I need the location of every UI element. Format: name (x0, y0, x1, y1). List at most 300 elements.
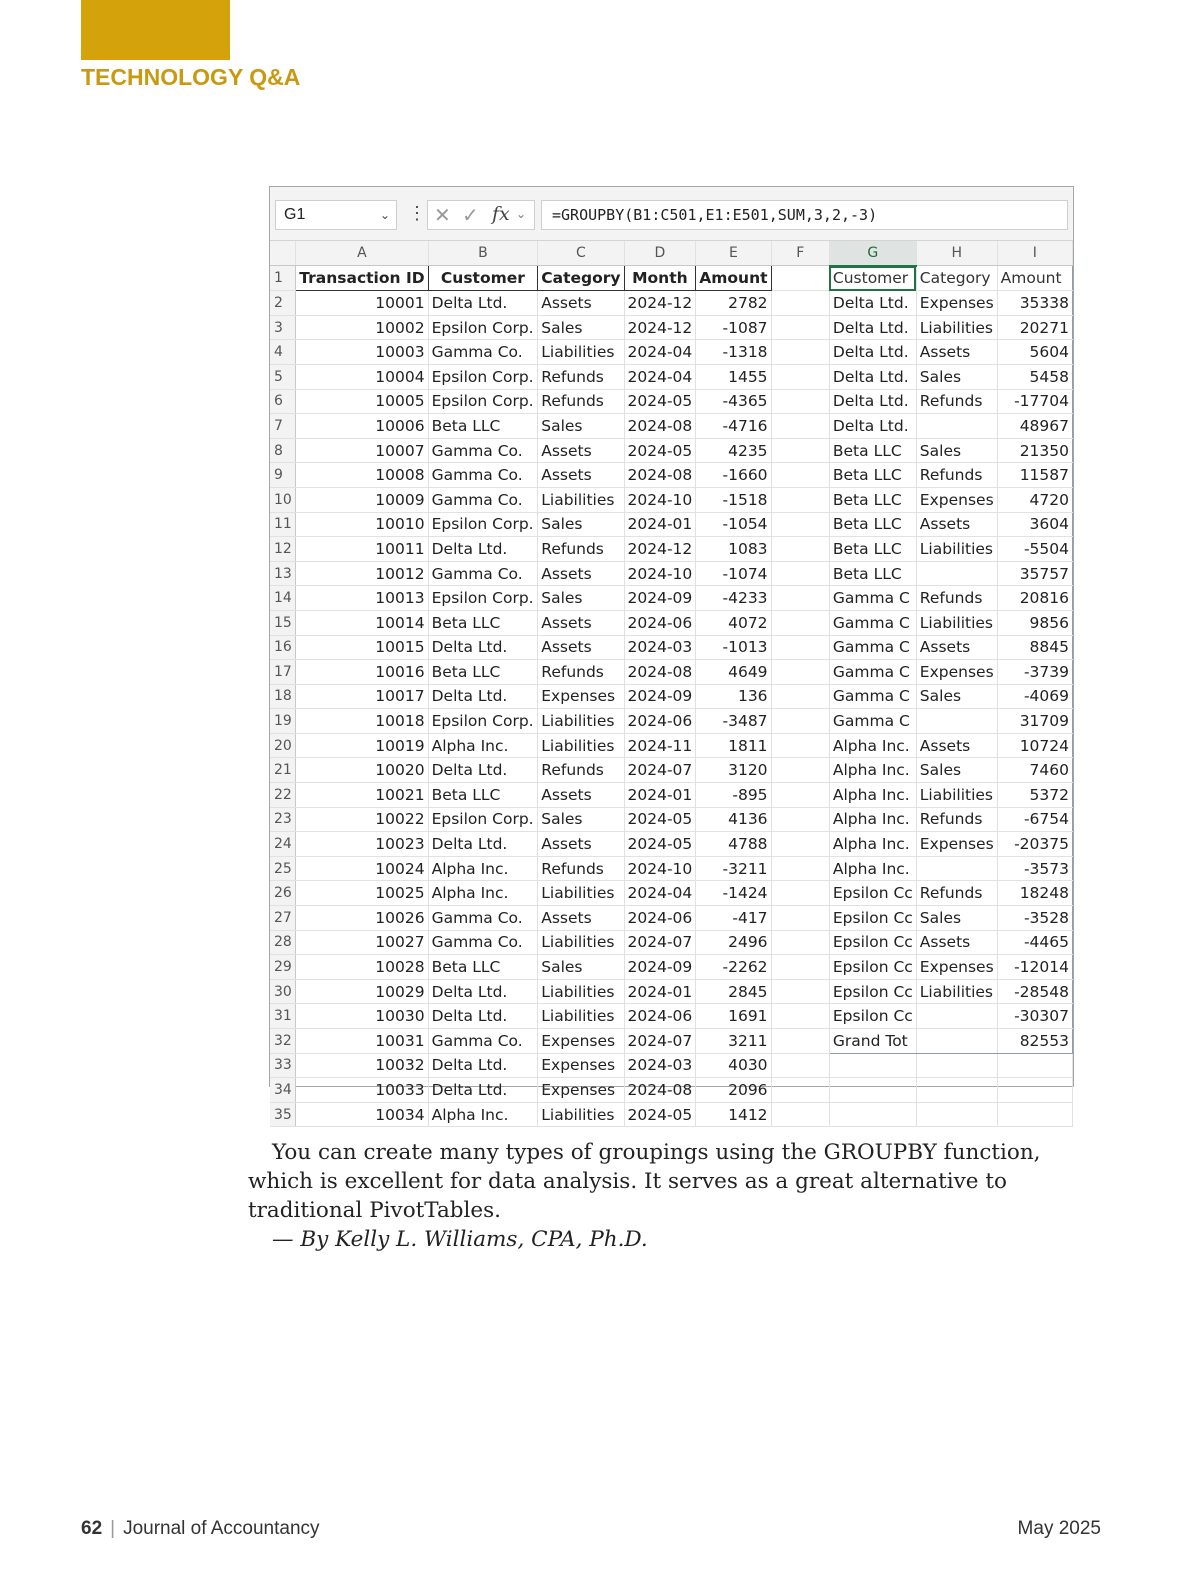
source-cell[interactable]: 2845 (696, 979, 771, 1004)
result-cell[interactable]: Beta LLC (829, 487, 916, 512)
result-cell[interactable]: Alpha Inc. (829, 758, 916, 783)
source-cell[interactable]: 2024-12 (624, 537, 696, 562)
source-cell[interactable]: Assets (538, 635, 624, 660)
empty-cell[interactable] (771, 438, 829, 463)
empty-cell[interactable] (771, 955, 829, 980)
column-header-e[interactable]: E (696, 241, 771, 266)
empty-cell[interactable] (771, 832, 829, 857)
row-header[interactable]: 35 (270, 1102, 296, 1127)
result-cell[interactable]: Epsilon Cc (829, 930, 916, 955)
result-cell[interactable]: Assets (916, 635, 997, 660)
source-cell[interactable]: Alpha Inc. (428, 1102, 538, 1127)
source-cell[interactable]: Alpha Inc. (428, 733, 538, 758)
empty-cell[interactable] (771, 635, 829, 660)
row-header[interactable]: 3 (270, 315, 296, 340)
formula-input[interactable]: =GROUPBY(B1:C501,E1:E501,SUM,3,2,-3) (541, 200, 1068, 230)
source-cell[interactable]: -1424 (696, 881, 771, 906)
source-cell[interactable]: 10024 (296, 856, 428, 881)
source-header-cell[interactable]: Amount (696, 266, 771, 291)
row-header[interactable]: 11 (270, 512, 296, 537)
result-cell[interactable]: Gamma C (829, 610, 916, 635)
row-header[interactable]: 8 (270, 438, 296, 463)
source-cell[interactable]: 10009 (296, 487, 428, 512)
source-cell[interactable]: 2096 (696, 1078, 771, 1103)
empty-cell[interactable] (771, 733, 829, 758)
source-cell[interactable]: Gamma Co. (428, 930, 538, 955)
column-header-f[interactable]: F (771, 241, 829, 266)
empty-cell[interactable] (771, 930, 829, 955)
source-cell[interactable]: 2024-06 (624, 906, 696, 931)
source-cell[interactable]: Refunds (538, 660, 624, 685)
source-cell[interactable]: Refunds (538, 856, 624, 881)
empty-cell[interactable] (916, 1078, 997, 1103)
source-cell[interactable]: Beta LLC (428, 610, 538, 635)
row-header[interactable]: 4 (270, 340, 296, 365)
result-cell[interactable]: Epsilon Cc (829, 1004, 916, 1029)
source-cell[interactable]: 2024-05 (624, 389, 696, 414)
source-cell[interactable]: -3211 (696, 856, 771, 881)
source-cell[interactable]: Expenses (538, 684, 624, 709)
empty-cell[interactable] (829, 1053, 916, 1078)
source-cell[interactable]: 10031 (296, 1029, 428, 1054)
empty-cell[interactable] (997, 1078, 1072, 1103)
source-cell[interactable]: Assets (538, 561, 624, 586)
empty-cell[interactable] (829, 1078, 916, 1103)
column-header-a[interactable]: A (296, 241, 428, 266)
result-cell[interactable]: Refunds (916, 881, 997, 906)
result-cell[interactable]: Liabilities (916, 783, 997, 808)
source-cell[interactable]: 10001 (296, 291, 428, 316)
result-cell[interactable]: 5458 (997, 364, 1072, 389)
source-cell[interactable]: Delta Ltd. (428, 1053, 538, 1078)
source-cell[interactable]: Sales (538, 807, 624, 832)
empty-cell[interactable] (771, 856, 829, 881)
result-cell[interactable] (916, 561, 997, 586)
source-cell[interactable]: 10029 (296, 979, 428, 1004)
source-header-cell[interactable]: Category (538, 266, 624, 291)
source-cell[interactable]: -1013 (696, 635, 771, 660)
empty-cell[interactable] (771, 1029, 829, 1054)
source-cell[interactable]: Assets (538, 610, 624, 635)
source-cell[interactable]: 2024-04 (624, 340, 696, 365)
source-cell[interactable]: 1455 (696, 364, 771, 389)
source-cell[interactable]: 4235 (696, 438, 771, 463)
result-cell[interactable]: Beta LLC (829, 438, 916, 463)
source-cell[interactable]: 2024-05 (624, 832, 696, 857)
result-cell[interactable]: 18248 (997, 881, 1072, 906)
source-cell[interactable]: Sales (538, 955, 624, 980)
result-cell[interactable]: -3573 (997, 856, 1072, 881)
result-cell[interactable]: Epsilon Cc (829, 881, 916, 906)
source-header-cell[interactable]: Transaction ID (296, 266, 428, 291)
source-cell[interactable]: 2496 (696, 930, 771, 955)
source-cell[interactable]: 10003 (296, 340, 428, 365)
source-cell[interactable]: Expenses (538, 1029, 624, 1054)
source-cell[interactable]: 10020 (296, 758, 428, 783)
empty-cell[interactable] (771, 881, 829, 906)
source-cell[interactable]: 1811 (696, 733, 771, 758)
result-cell[interactable]: Beta LLC (829, 537, 916, 562)
result-cell[interactable]: -3528 (997, 906, 1072, 931)
source-cell[interactable]: Assets (538, 906, 624, 931)
source-cell[interactable]: 10021 (296, 783, 428, 808)
result-cell[interactable]: Gamma C (829, 709, 916, 734)
row-header[interactable]: 17 (270, 660, 296, 685)
row-header[interactable]: 2 (270, 291, 296, 316)
result-cell[interactable]: 9856 (997, 610, 1072, 635)
row-header[interactable]: 27 (270, 906, 296, 931)
source-cell[interactable]: 2024-09 (624, 684, 696, 709)
more-options-icon[interactable]: ⋮ (408, 203, 426, 223)
row-header[interactable]: 33 (270, 1053, 296, 1078)
column-header-b[interactable]: B (428, 241, 538, 266)
source-cell[interactable]: 2024-01 (624, 783, 696, 808)
result-cell[interactable]: Sales (916, 438, 997, 463)
source-cell[interactable]: 2024-12 (624, 291, 696, 316)
source-cell[interactable]: -1074 (696, 561, 771, 586)
result-cell[interactable]: -5504 (997, 537, 1072, 562)
row-header[interactable]: 22 (270, 783, 296, 808)
result-cell[interactable]: 20816 (997, 586, 1072, 611)
source-cell[interactable]: 136 (696, 684, 771, 709)
source-cell[interactable]: 2024-06 (624, 1004, 696, 1029)
source-cell[interactable]: 2024-10 (624, 487, 696, 512)
source-cell[interactable]: Epsilon Corp. (428, 315, 538, 340)
empty-cell[interactable] (771, 586, 829, 611)
source-cell[interactable]: 10033 (296, 1078, 428, 1103)
source-cell[interactable]: 10030 (296, 1004, 428, 1029)
empty-cell[interactable] (771, 906, 829, 931)
result-cell[interactable]: 35338 (997, 291, 1072, 316)
result-cell[interactable]: Delta Ltd. (829, 291, 916, 316)
row-header[interactable]: 34 (270, 1078, 296, 1103)
source-cell[interactable]: 1691 (696, 1004, 771, 1029)
source-cell[interactable]: 2024-10 (624, 856, 696, 881)
source-cell[interactable]: Liabilities (538, 487, 624, 512)
row-header[interactable]: 7 (270, 414, 296, 439)
empty-cell[interactable] (997, 1102, 1072, 1127)
source-cell[interactable]: Gamma Co. (428, 463, 538, 488)
result-cell[interactable]: Sales (916, 906, 997, 931)
result-cell[interactable]: 48967 (997, 414, 1072, 439)
source-cell[interactable]: Sales (538, 586, 624, 611)
source-cell[interactable]: Assets (538, 832, 624, 857)
result-cell[interactable]: Gamma C (829, 635, 916, 660)
empty-cell[interactable] (829, 1102, 916, 1127)
empty-cell[interactable] (771, 709, 829, 734)
result-cell[interactable]: 11587 (997, 463, 1072, 488)
source-cell[interactable]: 2024-11 (624, 733, 696, 758)
result-cell[interactable]: 21350 (997, 438, 1072, 463)
empty-cell[interactable] (771, 315, 829, 340)
result-cell[interactable]: Delta Ltd. (829, 414, 916, 439)
row-header[interactable]: 15 (270, 610, 296, 635)
result-cell[interactable]: -4069 (997, 684, 1072, 709)
result-cell[interactable]: 35757 (997, 561, 1072, 586)
source-cell[interactable]: 2024-09 (624, 955, 696, 980)
empty-cell[interactable] (771, 537, 829, 562)
source-cell[interactable]: 10027 (296, 930, 428, 955)
source-cell[interactable]: Gamma Co. (428, 1029, 538, 1054)
row-header[interactable]: 32 (270, 1029, 296, 1054)
empty-cell[interactable] (916, 1053, 997, 1078)
source-cell[interactable]: -2262 (696, 955, 771, 980)
source-cell[interactable]: 2024-08 (624, 660, 696, 685)
cancel-icon[interactable]: ✕ (434, 205, 451, 227)
result-cell[interactable] (916, 1004, 997, 1029)
result-cell[interactable]: Expenses (916, 291, 997, 316)
source-cell[interactable]: 10006 (296, 414, 428, 439)
row-header[interactable]: 26 (270, 881, 296, 906)
empty-cell[interactable] (771, 512, 829, 537)
row-header[interactable]: 12 (270, 537, 296, 562)
source-cell[interactable]: Delta Ltd. (428, 537, 538, 562)
result-cell[interactable]: Refunds (916, 586, 997, 611)
source-cell[interactable]: 2024-06 (624, 610, 696, 635)
result-cell[interactable]: 10724 (997, 733, 1072, 758)
source-cell[interactable]: Liabilities (538, 979, 624, 1004)
result-cell[interactable]: Assets (916, 930, 997, 955)
result-cell[interactable]: -3739 (997, 660, 1072, 685)
row-header[interactable]: 14 (270, 586, 296, 611)
result-header-cell[interactable]: Customer (829, 266, 916, 291)
source-cell[interactable]: 10014 (296, 610, 428, 635)
source-cell[interactable]: Liabilities (538, 881, 624, 906)
result-cell[interactable]: -17704 (997, 389, 1072, 414)
source-cell[interactable]: 3211 (696, 1029, 771, 1054)
row-header[interactable]: 21 (270, 758, 296, 783)
source-cell[interactable]: 10016 (296, 660, 428, 685)
empty-cell[interactable] (916, 1102, 997, 1127)
result-cell[interactable]: Liabilities (916, 979, 997, 1004)
column-header-g[interactable]: G (829, 241, 916, 266)
source-cell[interactable]: -1518 (696, 487, 771, 512)
result-cell[interactable]: Sales (916, 684, 997, 709)
result-cell[interactable]: Expenses (916, 660, 997, 685)
result-cell[interactable]: -12014 (997, 955, 1072, 980)
row-header[interactable]: 29 (270, 955, 296, 980)
source-cell[interactable]: 4136 (696, 807, 771, 832)
chevron-down-icon[interactable]: ⌄ (379, 208, 390, 222)
source-cell[interactable]: Delta Ltd. (428, 635, 538, 660)
result-cell[interactable]: Alpha Inc. (829, 807, 916, 832)
source-cell[interactable]: 10022 (296, 807, 428, 832)
result-cell[interactable]: Alpha Inc. (829, 733, 916, 758)
source-cell[interactable]: 2024-05 (624, 438, 696, 463)
source-cell[interactable]: 4072 (696, 610, 771, 635)
result-cell[interactable]: Grand Tot (829, 1029, 916, 1054)
source-cell[interactable]: Expenses (538, 1053, 624, 1078)
source-cell[interactable]: 10011 (296, 537, 428, 562)
result-cell[interactable]: Beta LLC (829, 463, 916, 488)
row-header[interactable]: 25 (270, 856, 296, 881)
source-cell[interactable]: 10004 (296, 364, 428, 389)
result-cell[interactable]: -20375 (997, 832, 1072, 857)
column-header-d[interactable]: D (624, 241, 696, 266)
source-cell[interactable]: 2024-04 (624, 364, 696, 389)
source-cell[interactable]: 2024-10 (624, 561, 696, 586)
source-cell[interactable]: 10019 (296, 733, 428, 758)
empty-cell[interactable] (771, 463, 829, 488)
result-cell[interactable]: Gamma C (829, 586, 916, 611)
result-cell[interactable]: -28548 (997, 979, 1072, 1004)
result-cell[interactable]: Delta Ltd. (829, 389, 916, 414)
source-cell[interactable]: 10007 (296, 438, 428, 463)
source-cell[interactable]: 4030 (696, 1053, 771, 1078)
source-cell[interactable]: -417 (696, 906, 771, 931)
source-cell[interactable]: Beta LLC (428, 660, 538, 685)
source-cell[interactable]: -895 (696, 783, 771, 808)
row-header[interactable]: 19 (270, 709, 296, 734)
source-cell[interactable]: Beta LLC (428, 955, 538, 980)
source-cell[interactable]: 10023 (296, 832, 428, 857)
source-cell[interactable]: -4365 (696, 389, 771, 414)
empty-cell[interactable] (771, 364, 829, 389)
result-cell[interactable]: 5372 (997, 783, 1072, 808)
source-cell[interactable]: 3120 (696, 758, 771, 783)
result-cell[interactable]: 82553 (997, 1029, 1072, 1054)
source-cell[interactable]: 2024-04 (624, 881, 696, 906)
source-cell[interactable]: 10017 (296, 684, 428, 709)
source-cell[interactable]: -1087 (696, 315, 771, 340)
source-cell[interactable]: 1412 (696, 1102, 771, 1127)
empty-cell[interactable] (771, 807, 829, 832)
source-cell[interactable]: -1660 (696, 463, 771, 488)
result-cell[interactable]: Alpha Inc. (829, 783, 916, 808)
result-cell[interactable]: Assets (916, 733, 997, 758)
source-cell[interactable]: Refunds (538, 537, 624, 562)
source-header-cell[interactable]: Customer (428, 266, 538, 291)
result-cell[interactable]: Refunds (916, 389, 997, 414)
source-cell[interactable]: Alpha Inc. (428, 881, 538, 906)
result-cell[interactable]: Assets (916, 512, 997, 537)
result-cell[interactable]: Refunds (916, 463, 997, 488)
row-header[interactable]: 16 (270, 635, 296, 660)
name-box[interactable] (275, 200, 397, 230)
source-cell[interactable]: 2024-07 (624, 1029, 696, 1054)
source-cell[interactable]: -3487 (696, 709, 771, 734)
source-cell[interactable]: 10032 (296, 1053, 428, 1078)
source-cell[interactable]: 2024-07 (624, 930, 696, 955)
result-cell[interactable]: Delta Ltd. (829, 364, 916, 389)
empty-cell[interactable] (771, 561, 829, 586)
result-cell[interactable]: Delta Ltd. (829, 340, 916, 365)
source-cell[interactable]: Epsilon Corp. (428, 512, 538, 537)
source-cell[interactable]: 10013 (296, 586, 428, 611)
source-cell[interactable]: Refunds (538, 758, 624, 783)
source-cell[interactable]: -4716 (696, 414, 771, 439)
source-cell[interactable]: 2024-12 (624, 315, 696, 340)
source-cell[interactable]: Delta Ltd. (428, 758, 538, 783)
source-cell[interactable]: 2024-01 (624, 512, 696, 537)
source-cell[interactable]: Sales (538, 414, 624, 439)
row-header[interactable]: 5 (270, 364, 296, 389)
row-header[interactable]: 10 (270, 487, 296, 512)
source-cell[interactable]: -4233 (696, 586, 771, 611)
result-cell[interactable] (916, 856, 997, 881)
source-cell[interactable]: Epsilon Corp. (428, 389, 538, 414)
enter-icon[interactable]: ✓ (462, 205, 479, 227)
source-cell[interactable]: Assets (538, 463, 624, 488)
column-header-i[interactable]: I (997, 241, 1072, 266)
source-cell[interactable]: Beta LLC (428, 783, 538, 808)
source-cell[interactable]: Epsilon Corp. (428, 586, 538, 611)
result-cell[interactable]: Beta LLC (829, 512, 916, 537)
result-cell[interactable] (916, 1029, 997, 1054)
empty-cell[interactable] (771, 758, 829, 783)
source-cell[interactable]: 2024-08 (624, 1078, 696, 1103)
result-cell[interactable]: 5604 (997, 340, 1072, 365)
source-cell[interactable]: 10008 (296, 463, 428, 488)
source-cell[interactable]: Liabilities (538, 733, 624, 758)
empty-cell[interactable] (771, 684, 829, 709)
result-cell[interactable]: Liabilities (916, 610, 997, 635)
source-cell[interactable]: Liabilities (538, 709, 624, 734)
empty-cell[interactable] (771, 389, 829, 414)
source-cell[interactable]: Sales (538, 512, 624, 537)
empty-cell[interactable] (771, 340, 829, 365)
result-cell[interactable]: 31709 (997, 709, 1072, 734)
source-cell[interactable]: Delta Ltd. (428, 684, 538, 709)
result-cell[interactable]: Assets (916, 340, 997, 365)
source-cell[interactable]: Delta Ltd. (428, 1004, 538, 1029)
row-header[interactable]: 9 (270, 463, 296, 488)
result-cell[interactable]: Sales (916, 758, 997, 783)
empty-cell[interactable] (771, 414, 829, 439)
empty-cell[interactable] (771, 979, 829, 1004)
result-cell[interactable]: Expenses (916, 832, 997, 857)
result-cell[interactable]: Expenses (916, 955, 997, 980)
result-cell[interactable]: Epsilon Cc (829, 955, 916, 980)
source-cell[interactable]: 10002 (296, 315, 428, 340)
result-cell[interactable] (916, 709, 997, 734)
source-cell[interactable]: 10018 (296, 709, 428, 734)
result-cell[interactable]: -6754 (997, 807, 1072, 832)
source-cell[interactable]: 2024-08 (624, 414, 696, 439)
result-cell[interactable]: Alpha Inc. (829, 832, 916, 857)
result-header-cell[interactable]: Amount (997, 266, 1072, 291)
source-cell[interactable]: Delta Ltd. (428, 979, 538, 1004)
result-cell[interactable]: Expenses (916, 487, 997, 512)
source-cell[interactable]: Refunds (538, 389, 624, 414)
source-cell[interactable]: 10005 (296, 389, 428, 414)
source-cell[interactable]: -1318 (696, 340, 771, 365)
result-cell[interactable]: 8845 (997, 635, 1072, 660)
source-cell[interactable]: 2024-05 (624, 1102, 696, 1127)
empty-cell[interactable] (771, 1078, 829, 1103)
result-cell[interactable] (916, 414, 997, 439)
empty-cell[interactable] (771, 783, 829, 808)
source-header-cell[interactable]: Month (624, 266, 696, 291)
source-cell[interactable]: Liabilities (538, 930, 624, 955)
source-cell[interactable]: Gamma Co. (428, 438, 538, 463)
source-cell[interactable]: Expenses (538, 1078, 624, 1103)
row-header[interactable]: 18 (270, 684, 296, 709)
source-cell[interactable]: 10025 (296, 881, 428, 906)
result-cell[interactable]: Sales (916, 364, 997, 389)
source-cell[interactable]: 10012 (296, 561, 428, 586)
result-cell[interactable]: Liabilities (916, 537, 997, 562)
result-header-cell[interactable]: Category (916, 266, 997, 291)
result-cell[interactable]: Gamma C (829, 660, 916, 685)
column-header-h[interactable]: H (916, 241, 997, 266)
result-cell[interactable]: Epsilon Cc (829, 979, 916, 1004)
source-cell[interactable]: 10028 (296, 955, 428, 980)
source-cell[interactable]: 2024-06 (624, 709, 696, 734)
source-cell[interactable]: Liabilities (538, 1004, 624, 1029)
empty-cell[interactable] (997, 1053, 1072, 1078)
empty-cell[interactable] (771, 266, 829, 291)
